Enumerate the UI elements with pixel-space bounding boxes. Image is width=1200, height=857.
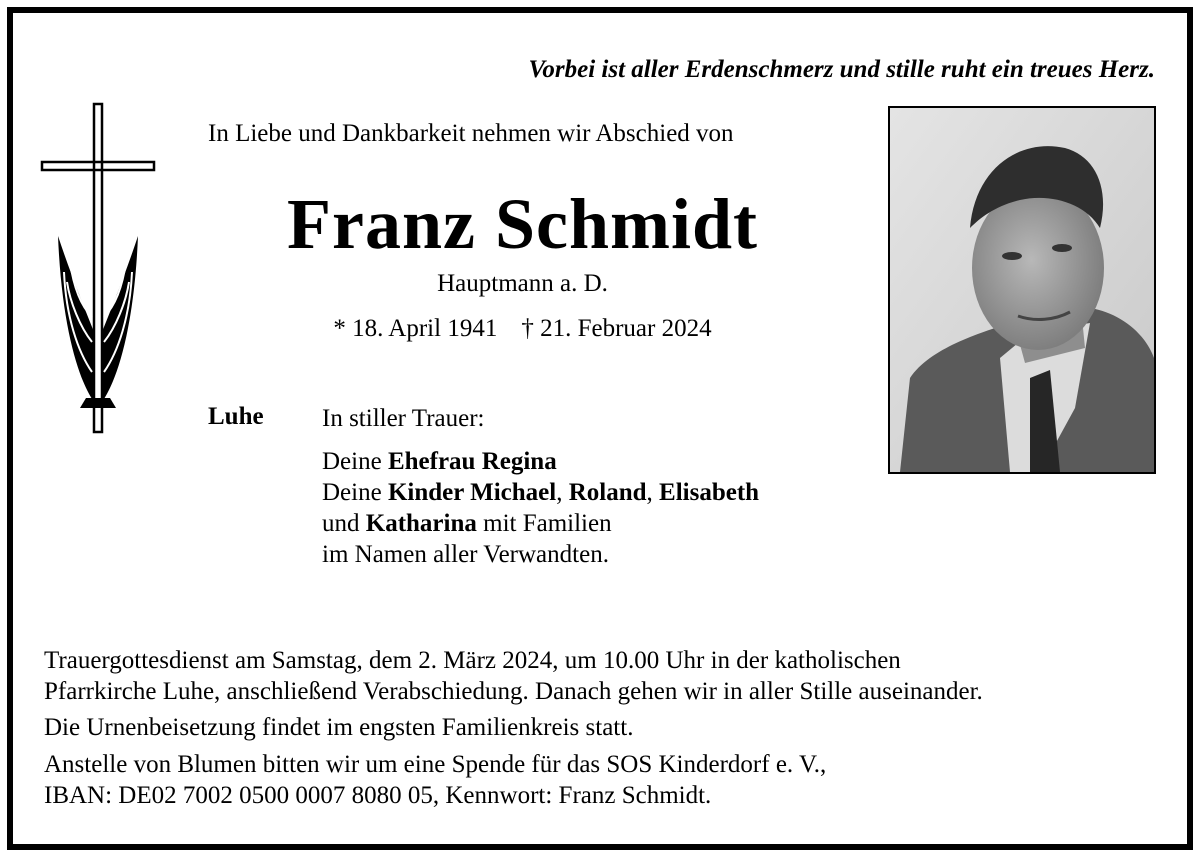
birth-date: * 18. April 1941	[333, 315, 498, 342]
urn-burial-text: Die Urnenbeisetzung findet im engsten Familienkreis statt.	[44, 714, 634, 741]
donation-line-1: Anstelle von Blumen bitten wir um eine Spende für das SOS Kinderdorf e. V.,	[44, 751, 827, 778]
donation-line-2: IBAN: DE02 7002 0500 0007 8080 05, Kennwort: Franz Schmidt.	[44, 782, 712, 809]
mourner-line-relatives: im Namen aller Verwandten.	[322, 541, 609, 568]
death-date: † 21. Februar 2024	[521, 315, 712, 342]
deceased-name: Franz Schmidt	[287, 184, 758, 264]
portrait-photo	[888, 106, 1156, 474]
intro-text: In Liebe und Dankbarkeit nehmen wir Abschied von	[208, 120, 734, 147]
mourner-line-spouse: Deine Ehefrau Regina	[322, 448, 557, 475]
place-name: Luhe	[208, 403, 264, 430]
service-line-1: Trauergottesdienst am Samstag, dem 2. März 2024, um 10.00 Uhr in der katholischen	[44, 647, 901, 674]
deceased-title: Hauptmann a. D.	[437, 270, 608, 297]
mourner-line-children: Deine Kinder Michael, Roland, Elisabeth	[322, 479, 760, 506]
service-information	[44, 645, 1174, 811]
spouse-name: Ehefrau Regina	[387, 448, 557, 475]
mourner-line-katharina: und Katharina mit Familien	[322, 510, 612, 537]
cross-with-palm-icon	[40, 102, 156, 436]
service-line-2: Pfarrkirche Luhe, anschließend Verabschiedung. Danach gehen wir in aller Stille auseinander.	[44, 678, 983, 705]
motto-verse: Vorbei ist aller Erdenschmerz und stille ruht ein treues Herz.	[528, 56, 1155, 83]
life-dates	[230, 315, 815, 343]
child-name: Elisabeth	[659, 479, 760, 506]
child-name: Katharina	[365, 510, 477, 537]
mourners-heading: In stiller Trauer:	[322, 405, 485, 432]
child-name: Kinder Michael	[387, 479, 557, 506]
mourners-block	[322, 403, 759, 570]
child-name: Roland	[568, 479, 647, 506]
